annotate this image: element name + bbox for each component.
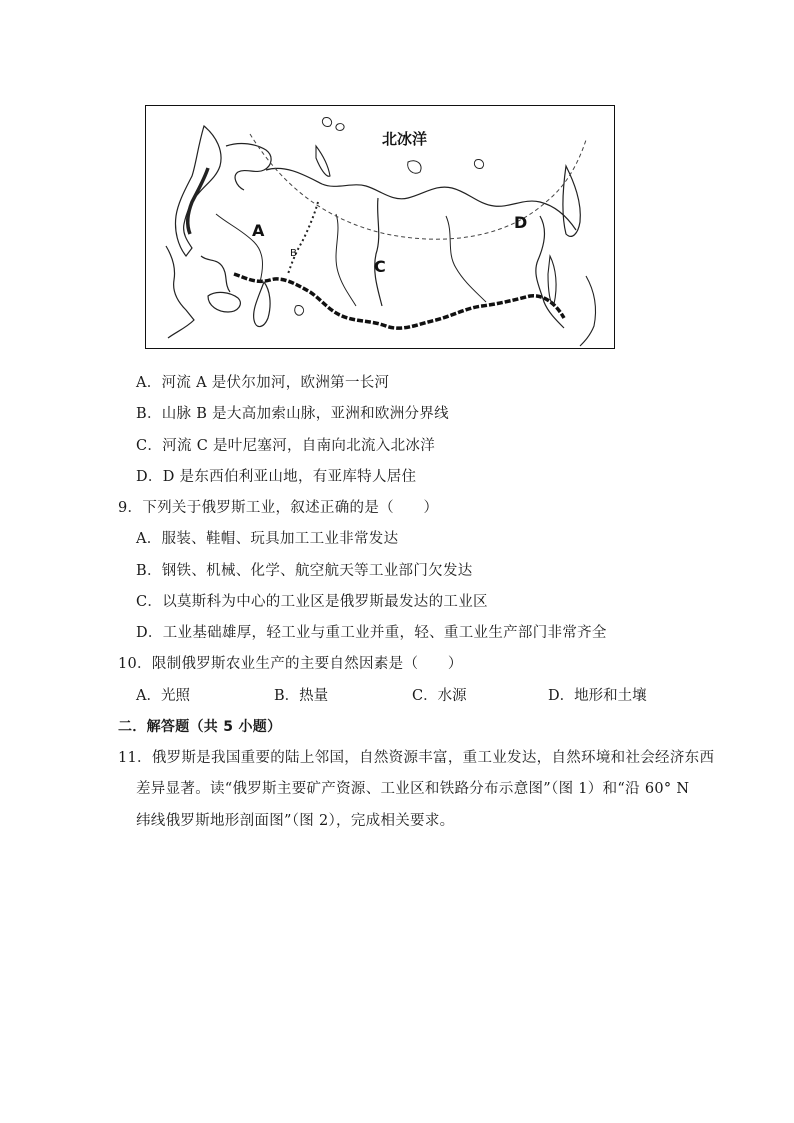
q8-option-b: B．山脉 B 是大高加索山脉，亚洲和欧洲分界线: [136, 406, 449, 422]
kamchatka: [563, 166, 580, 236]
novaya-zemlya: [316, 146, 330, 176]
franz-josef-island-2: [336, 124, 344, 131]
sakhalin: [548, 256, 556, 304]
russia-south-border: [234, 274, 564, 328]
q11-line-2: 差异显著。读“俄罗斯主要矿产资源、工业区和铁路分布示意图”（图 1）和“沿 60° N: [136, 781, 690, 797]
aral-sea: [295, 306, 304, 316]
severnaya-zemlya: [408, 161, 421, 174]
map-label-d: D: [514, 213, 528, 232]
arctic-circle: [250, 134, 586, 239]
kola-coast: [226, 143, 271, 190]
map-label-ocean: 北冰洋: [382, 130, 428, 148]
map-label-a: A: [252, 221, 265, 240]
black-sea: [208, 292, 240, 312]
ural-mountains: [288, 202, 318, 274]
q8-option-d: D．D 是东西伯利亚山地，有亚库特人居住: [136, 469, 417, 485]
baltic-coast: [201, 256, 230, 292]
q10-stem: 10．限制俄罗斯农业生产的主要自然因素是（ ）: [118, 656, 463, 672]
europe-coast: [166, 246, 194, 338]
q9-option-d: D．工业基础雄厚，轻工业与重工业并重，轻、重工业生产部门非常齐全: [136, 625, 607, 641]
japan-fragment: [580, 276, 596, 346]
q9-option-b: B．钢铁、机械、化学、航空航天等工业部门欠发达: [136, 563, 473, 579]
russia-map-svg: [146, 106, 614, 348]
map-label-b: B: [290, 248, 297, 259]
q10-option-a: A．光照: [136, 688, 190, 704]
map-label-c: C: [374, 257, 386, 276]
q10-option-b: B．热量: [274, 688, 329, 704]
river-lena: [446, 216, 486, 302]
river-ob: [336, 214, 356, 306]
arctic-coast: [266, 168, 576, 230]
caspian-sea: [254, 282, 270, 327]
q9-option-a: A．服装、鞋帽、玩具加工工业非常发达: [136, 531, 399, 547]
new-siberian-islands: [474, 160, 483, 169]
section-heading: 二．解答题（共 5 小题）: [118, 719, 282, 735]
russia-map-figure: [145, 105, 615, 349]
q9-option-c: C．以莫斯科为中心的工业区是俄罗斯最发达的工业区: [136, 594, 488, 610]
river-c: [375, 198, 382, 306]
q8-option-a: A．河流 A 是伏尔加河，欧洲第一长河: [136, 375, 390, 391]
q8-option-c: C．河流 C 是叶尼塞河，自南向北流入北冰洋: [136, 438, 436, 454]
q11-line-3: 纬线俄罗斯地形剖面图”（图 2），完成相关要求。: [136, 813, 455, 829]
q10-option-d: D．地形和土壤: [548, 688, 647, 704]
franz-josef-island-1: [322, 118, 331, 127]
q9-stem: 9．下列关于俄罗斯工业，叙述正确的是（ ）: [118, 500, 439, 516]
q10-option-c: C．水源: [412, 688, 467, 704]
q11-line-1: 11．俄罗斯是我国重要的陆上邻国，自然资源丰富，重工业发达，自然环境和社会经济东西: [118, 750, 715, 766]
